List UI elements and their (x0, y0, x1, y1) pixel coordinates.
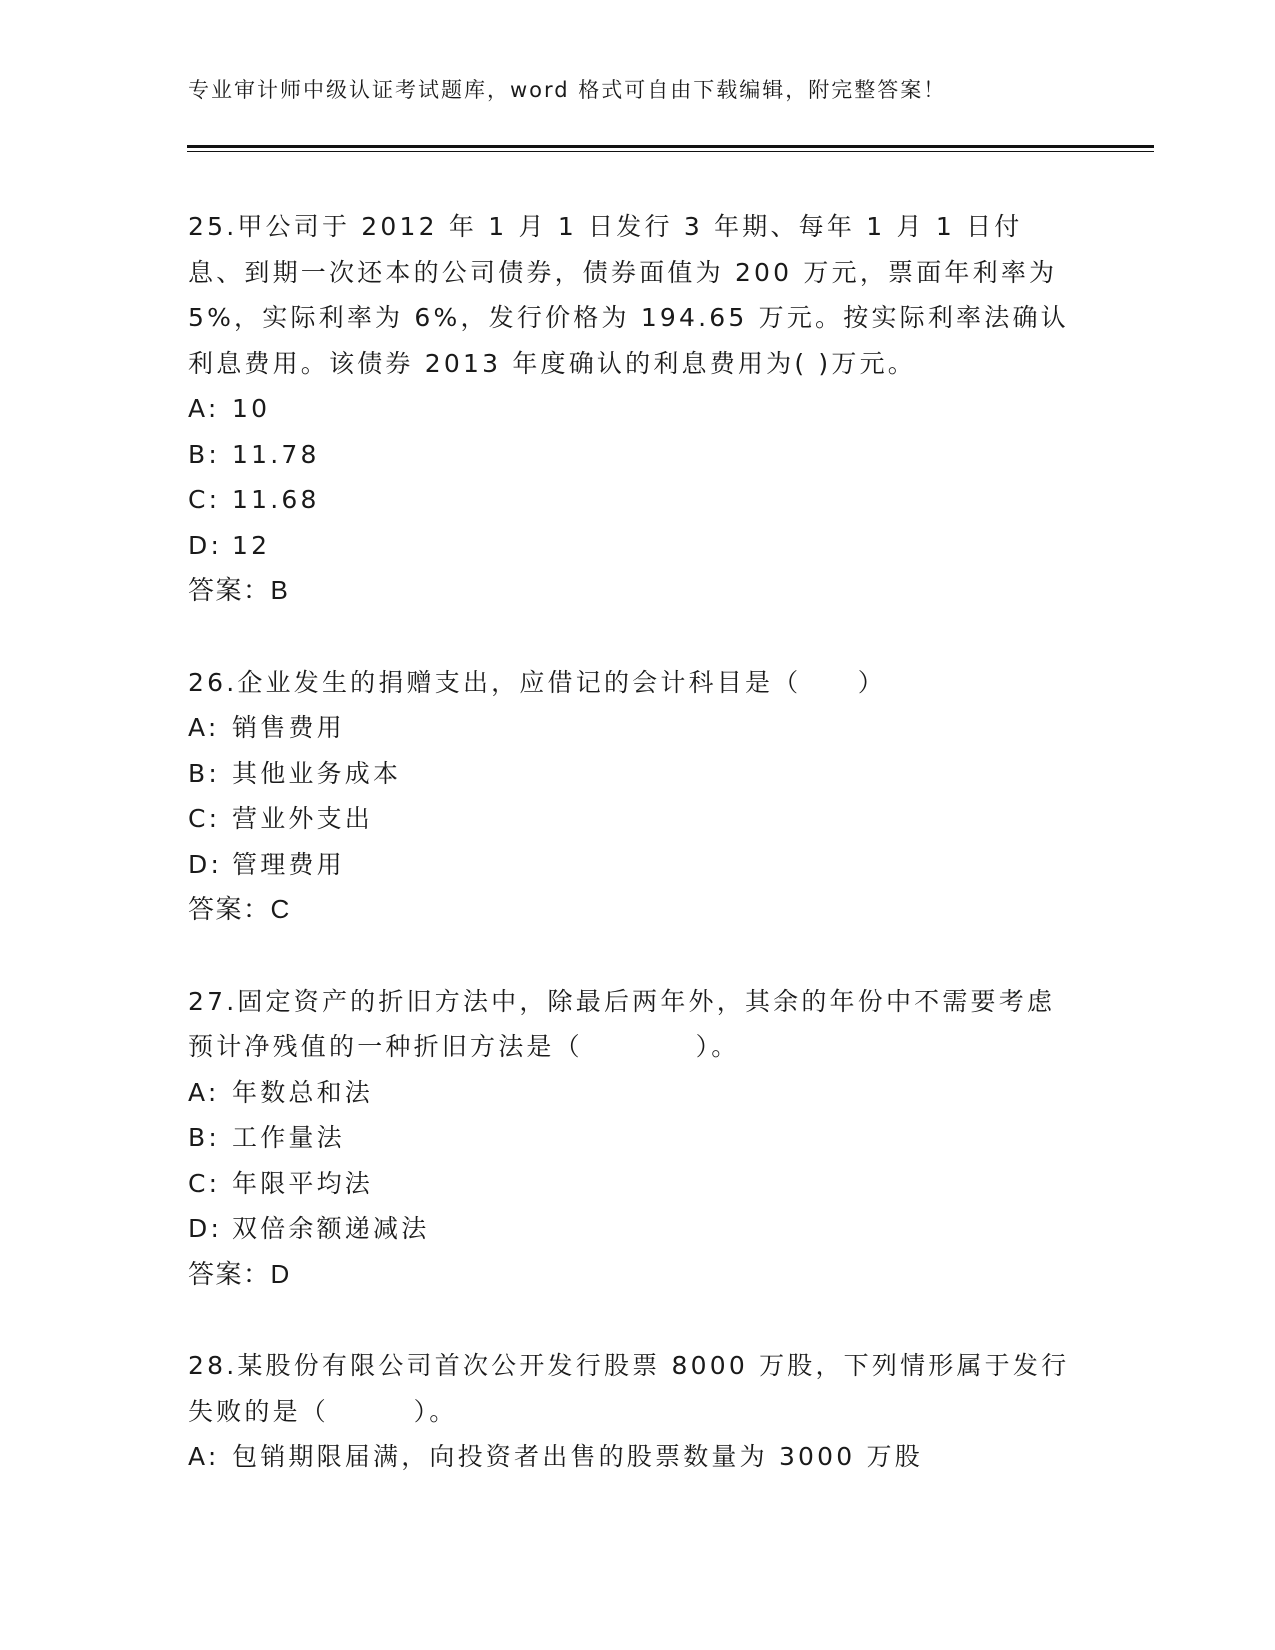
question-28 (188, 1343, 1078, 1480)
option-text: 双倍余额递减法 (232, 1214, 430, 1243)
option-label: A: (188, 713, 220, 742)
option-text: 12 (232, 530, 271, 560)
option-b (188, 751, 1078, 797)
option-d (188, 842, 1078, 888)
option-b (188, 432, 1078, 478)
question-text: 28.某股份有限公司首次公开发行股票 8000 万股，下列情形属于发行失败的是（ ）。 (188, 1351, 1070, 1426)
option-text: 11.78 (232, 439, 320, 469)
question-25 (188, 204, 1078, 614)
option-label: B: (188, 1123, 220, 1152)
option-text: 10 (232, 394, 271, 423)
option-label: C: (188, 1168, 221, 1198)
option-label: C: (188, 485, 221, 514)
option-b (188, 1115, 1078, 1161)
answer: 答案：D (188, 1258, 291, 1289)
option-c (188, 1161, 1078, 1207)
option-d (188, 523, 1078, 569)
header-rule-thin (187, 151, 1154, 152)
option-label: C: (188, 804, 221, 833)
option-label: B: (188, 758, 220, 788)
option-text: 年数总和法 (232, 1077, 374, 1107)
answer: 答案：B (188, 575, 290, 605)
option-text: 工作量法 (232, 1123, 345, 1152)
option-label: D: (188, 849, 223, 879)
question-27 (188, 979, 1078, 1298)
question-26 (188, 660, 1078, 933)
option-label: B: (188, 439, 220, 469)
option-text: 其他业务成本 (232, 758, 402, 788)
option-text: 销售费用 (232, 713, 345, 742)
option-text: 管理费用 (232, 849, 345, 879)
option-c (188, 477, 1078, 523)
option-c (188, 796, 1078, 842)
header-rule-thick (187, 145, 1154, 148)
option-label: A: (188, 394, 220, 423)
option-text: 年限平均法 (232, 1168, 374, 1198)
question-text: 26.企业发生的捐赠支出，应借记的会计科目是（ ） (188, 667, 886, 697)
option-label: D: (188, 530, 223, 560)
option-label: D: (188, 1214, 223, 1243)
option-label: A: (188, 1077, 220, 1107)
option-a (188, 705, 1078, 751)
question-text: 27.固定资产的折旧方法中，除最后两年外，其余的年份中不需要考虑预计净残值的一种折旧方法是（ ）。 (188, 986, 1056, 1061)
option-text: 包销期限届满，向投资者出售的股票数量为 3000 万股 (232, 1442, 923, 1471)
option-a (188, 1070, 1078, 1116)
answer: 答案：C (188, 894, 291, 924)
option-text: 营业外支出 (232, 804, 374, 833)
option-a (188, 386, 1078, 432)
option-text: 11.68 (232, 485, 320, 514)
question-text: 25.甲公司于 2012 年 1 月 1 日发行 3 年期、每年 1 月 1 日付息、到期一次还本的公司债券，债券面值为 200 万元，票面年利率为 5%，实际利率为 6%，发行价格为 194.65 万元。按实际利率法确认利息费用。该债券 2013 年度确认的利息费用为( )万元。 (188, 212, 1069, 378)
option-label: A: (188, 1442, 220, 1471)
question-list (188, 204, 1078, 1526)
page-header: 专业审计师中级认证考试题库，word 格式可自由下载编辑，附完整答案！ (188, 78, 947, 102)
option-d (188, 1206, 1078, 1252)
option-a (188, 1434, 1078, 1480)
